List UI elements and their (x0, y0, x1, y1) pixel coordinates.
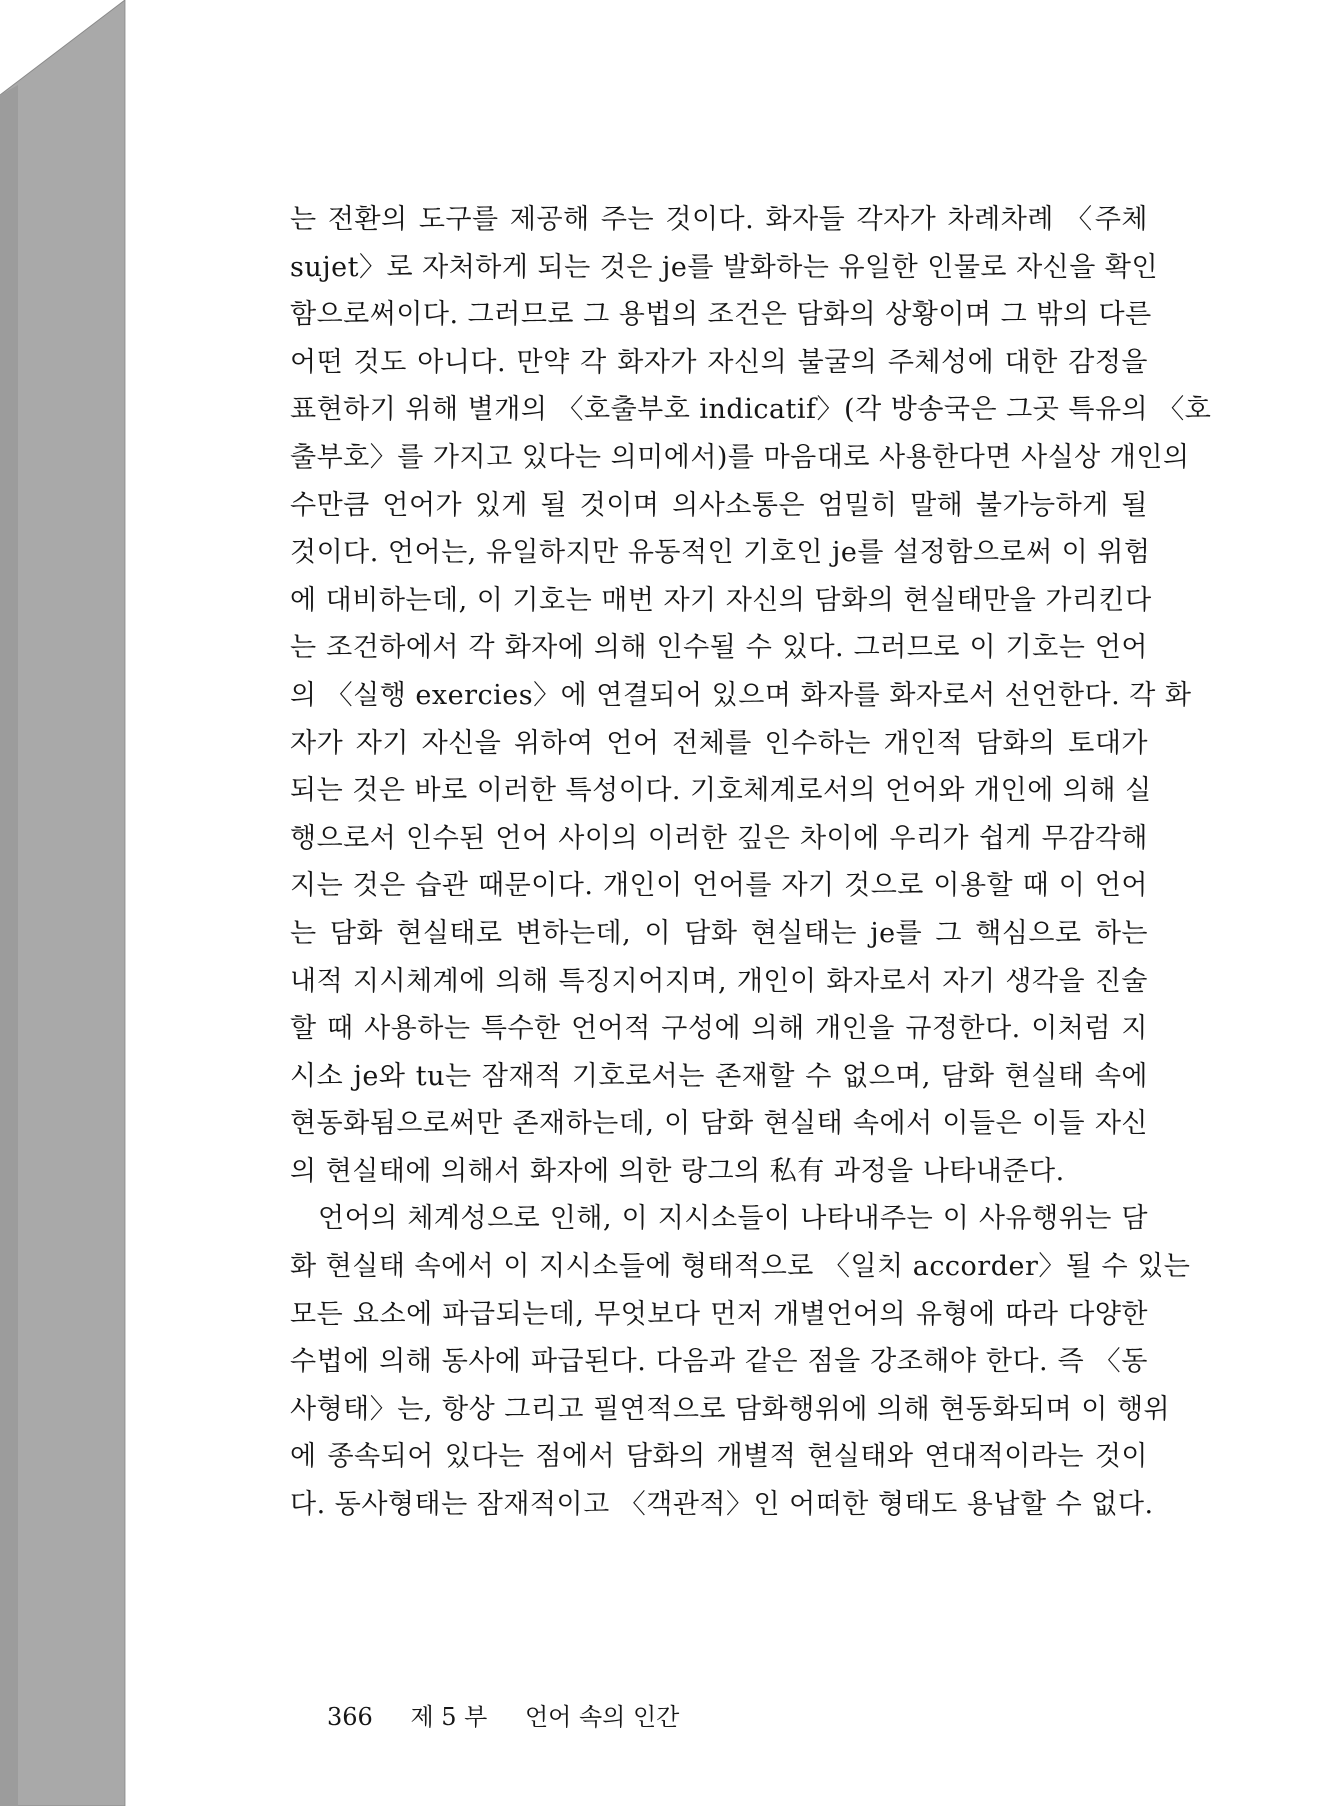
part-label: 제 5 부 (410, 1703, 488, 1731)
text-line: 표현하기 위해 별개의 〈호출부호 indicatif〉(각 방송국은 그곳 특유의 〈호 (290, 394, 1212, 426)
text-line: 것이다. 언어는, 유일하지만 유동적인 기호인 je를 설정함으로써 이 위험 (290, 537, 1151, 569)
text-line: 는 전환의 도구를 제공해 주는 것이다. 화자들 각자가 차례차례 〈주체 (290, 204, 1148, 235)
text-line: 어떤 것도 아니다. 만약 각 화자가 자신의 불굴의 주체성에 대한 감정을 (290, 346, 1148, 378)
text-line: 수법에 의해 동사에 파급된다. 다음과 같은 점을 강조해야 한다. 즉 〈동 (290, 1346, 1148, 1378)
text-line: 모든 요소에 파급되는데, 무엇보다 먼저 개별언어의 유형에 따라 다양한 (290, 1298, 1148, 1330)
text-line: 시소 je와 tu는 잠재적 기호로서는 존재할 수 없으며, 담화 현실태 속에 (290, 1060, 1148, 1092)
text-line: 에 대비하는데, 이 기호는 매번 자기 자신의 담화의 현실태만을 가리킨다 (290, 584, 1152, 616)
text-line: 사형태〉는, 항상 그리고 필연적으로 담화행위에 의해 현동화되며 이 행위 (290, 1393, 1171, 1425)
text-line: 내적 지시체계에 의해 특징지어지며, 개인이 화자로서 자기 생각을 진술 (290, 965, 1148, 997)
text-line: 행으로서 인수된 언어 사이의 이러한 깊은 차이에 우리가 쉽게 무감각해 (290, 822, 1148, 854)
text-line: 다. 동사형태는 잠재적이고 〈객관적〉인 어떠한 형태도 용납할 수 없다. (290, 1489, 1154, 1521)
text-line: 자가 자기 자신을 위하여 언어 전체를 인수하는 개인적 담화의 토대가 (290, 727, 1148, 759)
text-line: 는 담화 현실태로 변하는데, 이 담화 현실태는 je를 그 핵심으로 하는 (290, 917, 1148, 949)
text-line: sujet〉로 자처하게 되는 것은 je를 발화하는 유일한 인물로 자신을 확인 (290, 251, 1159, 283)
text-line: 의 현실태에 의해서 화자에 의한 랑그의 私有 과정을 나타내준다. (290, 1155, 1065, 1187)
text-line: 에 종속되어 있다는 점에서 담화의 개별적 현실태와 연대적이라는 것이 (290, 1441, 1148, 1473)
part-title: 언어 속의 인간 (525, 1703, 680, 1731)
text-line: 수만큼 언어가 있게 될 것이며 의사소통은 엄밀히 말해 불가능하게 될 (290, 489, 1148, 521)
text-line: 되는 것은 바로 이러한 특성이다. 기호체계로서의 언어와 개인에 의해 실 (290, 775, 1152, 807)
text-line: 언어의 체계성으로 인해, 이 지시소들이 나타내주는 이 사유행위는 담 (318, 1203, 1148, 1235)
text-line: 할 때 사용하는 특수한 언어적 구성에 의해 개인을 규정한다. 이처럼 지 (290, 1013, 1148, 1045)
text-line: 현동화됨으로써만 존재하는데, 이 담화 현실태 속에서 이들은 이들 자신 (290, 1108, 1148, 1140)
text-line: 함으로써이다. 그러므로 그 용법의 조건은 담화의 상황이며 그 밖의 다른 (290, 299, 1152, 331)
text-line: 출부호〉를 가지고 있다는 의미에서)를 마음대로 사용한다면 사실상 개인의 (290, 441, 1190, 473)
page-number: 366 (327, 1703, 373, 1731)
text-line: 화 현실태 속에서 이 지시소들에 형태적으로 〈일치 accorder〉될 수 있는 (290, 1251, 1191, 1283)
text-line: 는 조건하에서 각 화자에 의해 인수될 수 있다. 그러므로 이 기호는 언어 (290, 632, 1148, 664)
body-text (290, 196, 1212, 1529)
text-line: 의 〈실행 exercies〉에 연결되어 있으며 화자를 화자로서 선언한다. 각 화 (290, 679, 1192, 711)
text-line: 지는 것은 습관 때문이다. 개인이 언어를 자기 것으로 이용할 때 이 언어 (290, 870, 1148, 902)
running-footer (327, 1697, 709, 1732)
